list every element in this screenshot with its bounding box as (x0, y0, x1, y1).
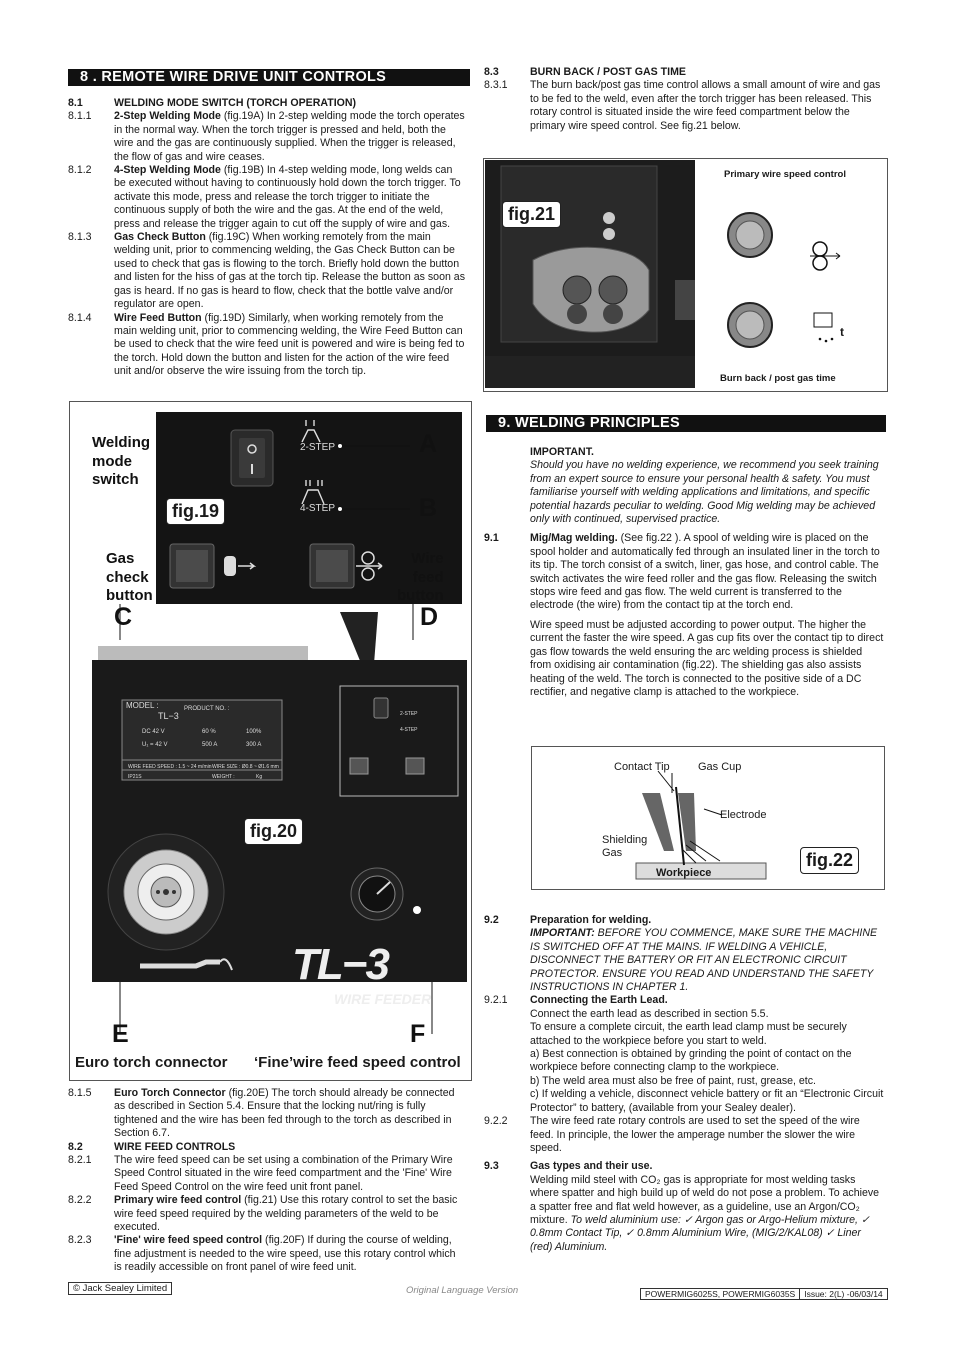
s93-title: Gas types and their use. (530, 1160, 653, 1173)
plate-row-5: 500 A (202, 742, 218, 748)
paragraph-bold-lead: Primary wire feed control (114, 1194, 242, 1207)
s922-text: The wire feed rate rotary controls are used to set the speed of the wire feed. In principle, the lower the amperage number the slower the wire speed. (530, 1115, 860, 1154)
paragraph-bold-lead: WIRE FEED CONTROLS (114, 1140, 236, 1153)
paragraph-number: 8.1.4 (68, 311, 92, 324)
step4-label: 4-STEP (300, 503, 336, 514)
s922-row-text (530, 1115, 886, 1155)
brand-tl3: TL−3 (292, 940, 388, 989)
paragraph-body: (fig.19B) In 4-step welding mode, long welds can be executed without having to continuously hold down the torch trigger. To activate this mode, press and release the torch trigger to initiate the continuous supply of both the wire and the gas. At the end of the weld, press and release the trigger again to cut off the supply of wire and gas. (114, 164, 461, 230)
numbered-paragraph (68, 231, 466, 311)
welding-mode-switch-caption: Welding mode switch (92, 434, 151, 488)
footer-models (640, 1288, 888, 1300)
s91-row (484, 532, 886, 612)
s921-title: Connecting the Earth Lead. (530, 994, 668, 1007)
footer-issue: Issue: 2(L) -06/03/14 (804, 1289, 883, 1299)
letter-e: E (112, 1020, 129, 1048)
paragraph-bold-lead: BURN BACK / POST GAS TIME (530, 66, 686, 78)
fig21-photo (485, 160, 695, 388)
paragraph-text (114, 97, 466, 110)
s91-num: 9.1 (484, 532, 499, 545)
s921-row-num: 9.2.1 (484, 994, 508, 1007)
fig21-label: fig.21 (502, 201, 561, 228)
paragraph-number: 8.1 (68, 97, 83, 109)
fig21-top-caption: Primary wire speed control (724, 169, 846, 180)
paragraph-bold-lead: WELDING MODE SWITCH (TORCH OPERATION) (114, 97, 357, 109)
s922-row-num: 9.2.2 (484, 1115, 508, 1128)
paragraph-number: 8.1.5 (68, 1087, 92, 1099)
s93-text: Welding mild steel with CO₂ gas is appropriate for most welding tasks where spatter and high build up of weld do not pose a problem. To achieve a spatter free and flat weld however, as a guideline, use an Argon/CO₂ mixture. (530, 1173, 880, 1226)
plate-row-1: DC 42 V (142, 729, 165, 735)
paragraph-number: 8.1.2 (68, 164, 92, 177)
paragraph-bold-lead: Euro Torch Connector (114, 1087, 226, 1099)
fig21-bottom-caption: Burn back / post gas time (720, 373, 836, 384)
fig20-step4: 4-STEP (400, 727, 418, 733)
paragraph-body: (fig.21) Use this rotary control to set the basic wire feed speed required by the welding parameters of the weld to be executed. (114, 1194, 458, 1234)
fig22-shielding: Shielding Gas (602, 834, 648, 859)
s93-row-num: 9.3 (484, 1160, 499, 1173)
paragraph-bold-lead: Gas Check Button (114, 231, 206, 244)
paragraph-body: The wire feed speed can be set using a combination of the Primary Wire Speed Control situated in the wire feed compartment and the 'Fine' Wire Feed Speed Control on the wire feed unit front panel. (114, 1154, 453, 1193)
fine-wire-caption: ‘Fine’wire feed speed control (254, 1054, 461, 1071)
paragraph-number: 8.2.2 (68, 1194, 92, 1207)
left-top-text (68, 97, 466, 379)
paragraph-body: (fig.19A) In 2-step welding mode the torch operates in the normal way. When the torch trigger is pressed and held, both the wire and the gas are continuously supplied. When the trigger is released, the flow of gas and wire ceases. (114, 110, 465, 163)
s93-row-text (530, 1160, 886, 1254)
fig21-t: t (840, 325, 844, 339)
s93-italic: To weld aluminium use: ✓ Argon gas or Argo-Helium mixture, ✓ 0.8mm Contact Tip, ✓ 0.8mm Aluminium Wire, (MIG/2/KAL08) ✓ Liner (red) Aluminium. (530, 1213, 870, 1253)
important-text: Should you have no welding experience, we recommend you seek training from an expert source to ensure your personal health & safety. You must familiarise yourself with welding applications and limitations, and specific potential hazards peculiar to welding. Good Mig welding may be achieved only with continued, supervised practice. (530, 459, 879, 526)
paragraph-number: 8.1.1 (68, 110, 92, 123)
plate-kg: Kg (256, 774, 263, 780)
section-8-header: 8 . REMOTE WIRE DRIVE UNIT CONTROLS (68, 69, 470, 86)
numbered-paragraph (68, 312, 466, 379)
s921-line: c) If welding a vehicle, disconnect vehicle battery or fit an “Electronic Circuit Protector” to battery, (available from your Sealey dealer). (530, 1088, 884, 1114)
plate-row-4: 100% (246, 729, 262, 735)
important-title: IMPORTANT. (530, 446, 594, 458)
paragraph-bold-lead: 'Fine' wire feed speed control (114, 1234, 263, 1247)
s91-para2: Wire speed must be adjusted according to power output. The higher the current the faster the wire speed. A gas cup fits over the contact tip to direct gas flow towards the weld ensuring the arc welding process is shielded from oxidising air contamination (fig.22). The shielding gas also assists heating of the weld. The torch is connected to the positive side of a DC rectifier, and negative clamp is attached to the workpiece. (530, 618, 884, 698)
plate-wire-speed: WIRE FEED SPEED : 1.5 ~ 24 m/min (128, 764, 212, 770)
left-bottom-text (68, 1087, 466, 1275)
fig19-label: fig.19 (166, 498, 225, 525)
letter-c: C (114, 603, 133, 631)
s921-row-text (530, 994, 886, 1115)
model-value: TL−3 (158, 711, 179, 721)
fig21-dials (702, 163, 884, 385)
right-top-text (484, 66, 886, 133)
numbered-paragraph (68, 1234, 466, 1274)
plate-wire-size: WIRE SIZE : Ø0.8 ~ Ø1.6 mm (212, 764, 279, 770)
s921-line: b) The weld area must also be free of paint, rust, grease, etc. (530, 1074, 816, 1087)
s921-line: Connect the earth lead as described in section 5.5. (530, 1007, 769, 1020)
s92-row (484, 914, 886, 927)
paragraph-number: 8.1.3 (68, 231, 92, 244)
paragraph-bold-lead: 4-Step Welding Mode (114, 164, 221, 177)
plate-row-6: 300 A (246, 742, 262, 748)
paragraph-number: 8.2.1 (68, 1154, 92, 1167)
fig20-machine (92, 642, 467, 982)
right-bottom-text (484, 914, 886, 1254)
paragraph-text (114, 1087, 466, 1141)
numbered-paragraph (68, 1141, 466, 1154)
letter-f: F (410, 1020, 426, 1048)
s921-line: a) Best connection is obtained by grinding the point of contact on the workpiece before connecting clamp to the workpiece. (530, 1048, 852, 1074)
s93-body (530, 1174, 886, 1254)
s921-row (484, 994, 886, 1115)
s92-important (530, 927, 886, 994)
letter-d: D (420, 603, 439, 631)
paragraph-bold-lead: 2-Step Welding Mode (114, 110, 221, 123)
fig22-label: fig.22 (800, 847, 859, 874)
product-no-label: PRODUCT NO. : (184, 706, 230, 712)
paragraph-text (114, 312, 466, 379)
footer-center: Original Language Version (406, 1285, 519, 1296)
fig22-contact-tip: Contact Tip (614, 761, 670, 773)
wire-feed-caption: Wire feed button (397, 550, 444, 604)
fig22-electrode: Electrode (720, 809, 767, 821)
paragraph-text (114, 1234, 466, 1274)
paragraph-number: 8.2.3 (68, 1234, 92, 1247)
paragraph-number: 8.3 (484, 66, 499, 78)
paragraph-text (530, 79, 886, 133)
paragraph-body: (fig.20E) The torch should already be connected as described in Section 5.4. Ensure that the locking nut/ring is fully tightened and the wire has been fed through to the torch as described in Section 6.7. (114, 1087, 455, 1140)
fig22-gas-cup: Gas Cup (698, 761, 742, 773)
s92-row-num: 9.2 (484, 914, 499, 926)
s921-line: To ensure a complete circuit, the earth lead clamp must be securely attached to the workpiece before you start to weld. (530, 1021, 847, 1047)
numbered-paragraph (68, 1194, 466, 1234)
paragraph-body: (fig.19C) When working remotely from the main welding unit, prior to commencing welding, the Gas Check Button can be used to check that gas is flowing to the torch. Briefly hold down the button and listen for the hiss of gas at the torch tip. Release the button as soon as gas is heard. If no gas is heard to flow, check that the bottle valve and/or regulator are open. (114, 231, 465, 311)
plate-row-2: U₁ = 42 V (142, 742, 168, 748)
paragraph-text (114, 1194, 466, 1234)
paragraph-body: (fig.20F) If during the course of welding, fine adjustment is needed to the wire speed, use this rotary control which is readily accessible on front panel of wire feed unit. (114, 1234, 456, 1274)
fig21-box (483, 158, 888, 392)
paragraph-number: 8.3.1 (484, 79, 508, 92)
brand-wire-feeder: WIRE FEEDER (334, 991, 432, 1007)
s92-title: Preparation for welding. (530, 914, 652, 926)
paragraph-text (114, 1154, 466, 1194)
gas-check-caption: Gas check button (106, 550, 153, 604)
fig22-workpiece: Workpiece (656, 867, 712, 879)
numbered-paragraph (484, 79, 886, 133)
numbered-paragraph (68, 97, 466, 110)
paragraph-text (114, 1141, 466, 1154)
s91-body: (See fig.22 ). A spool of welding wire is placed on the spool holder and automatically fed through an insulated liner in the torch to its tip. The torch consist of a switch, liner, gas hose, and control cable. The switch activates the wire feed roller and the gas flow. Releasing the switch stops wire feed and gas flow. The weld current is transferred to the electrode (the wire) from the contact tip at the torch end. (530, 532, 880, 612)
s922-row (484, 1115, 886, 1155)
s92-row-text (530, 914, 886, 927)
numbered-paragraph (484, 66, 886, 79)
section-9-header: 9. WELDING PRINCIPLES (486, 415, 886, 432)
s92-important-text: BEFORE YOU COMMENCE, MAKE SURE THE MACHINE IS SWITCHED OFF AT THE MAINS. IF WELDING A VEHICLE, DISCONNECT THE BATTERY OR FIT AN ELECTRONIC CIRCUIT PROTECTOR. ENSURE YOU READ AND UNDERSTAND THE SAFETY INSTRUCTIONS IN CHAPTER 1. (530, 927, 878, 994)
step2-label: 2-STEP (300, 442, 336, 453)
footer-copyright: © Jack Sealey Limited (68, 1282, 172, 1295)
paragraph-text (114, 164, 466, 231)
numbered-paragraph (68, 110, 466, 164)
s91-text (530, 532, 886, 612)
model-label: MODEL : (126, 701, 159, 710)
plate-ip: IP21S (128, 774, 142, 780)
euro-torch-caption: Euro torch connector (75, 1054, 228, 1071)
fig22-box (531, 746, 885, 890)
s91-title: Mig/Mag welding. (530, 532, 618, 545)
numbered-paragraph (68, 1154, 466, 1194)
fig20-label: fig.20 (244, 818, 303, 845)
numbered-paragraph (68, 1087, 466, 1141)
s93-row (484, 1160, 886, 1254)
fig19-20-box (69, 401, 472, 1081)
numbered-paragraph (68, 164, 466, 231)
right-mid-text (484, 446, 886, 699)
footer-model-list: POWERMIG6025S, POWERMIG6035S (641, 1289, 800, 1299)
letter-a: A (419, 430, 438, 458)
paragraph-body: The burn back/post gas time control allows a small amount of wire and gas to be fed to the weld, even after the torch trigger has been released. This rotary control is situated inside the wire feed compartment below the primary wire speed control. See fig.21 below. (530, 79, 881, 132)
paragraph-bold-lead: Wire Feed Button (114, 311, 202, 324)
paragraph-text (114, 110, 466, 164)
paragraph-number: 8.2 (68, 1140, 83, 1153)
fig20-step2: 2-STEP (400, 711, 418, 717)
paragraph-body: (fig.19D) Similarly, when working remotely from the main welding unit, prior to commencing welding, the Wire Feed Button can be used to check that the wire feed unit is powered and wire is being fed to the torch. Hold down the button and listen for the action of the wire feed unit and/or observe the wire issuing from the torch tip. (114, 311, 465, 378)
important-block (530, 446, 886, 526)
letter-b: B (419, 494, 438, 522)
paragraph-text (114, 231, 466, 311)
plate-weight: WEIGHT : (212, 774, 235, 780)
plate-row-3: 60 % (202, 729, 216, 735)
s92-important-label: IMPORTANT: (530, 927, 595, 940)
paragraph-text (530, 66, 886, 79)
